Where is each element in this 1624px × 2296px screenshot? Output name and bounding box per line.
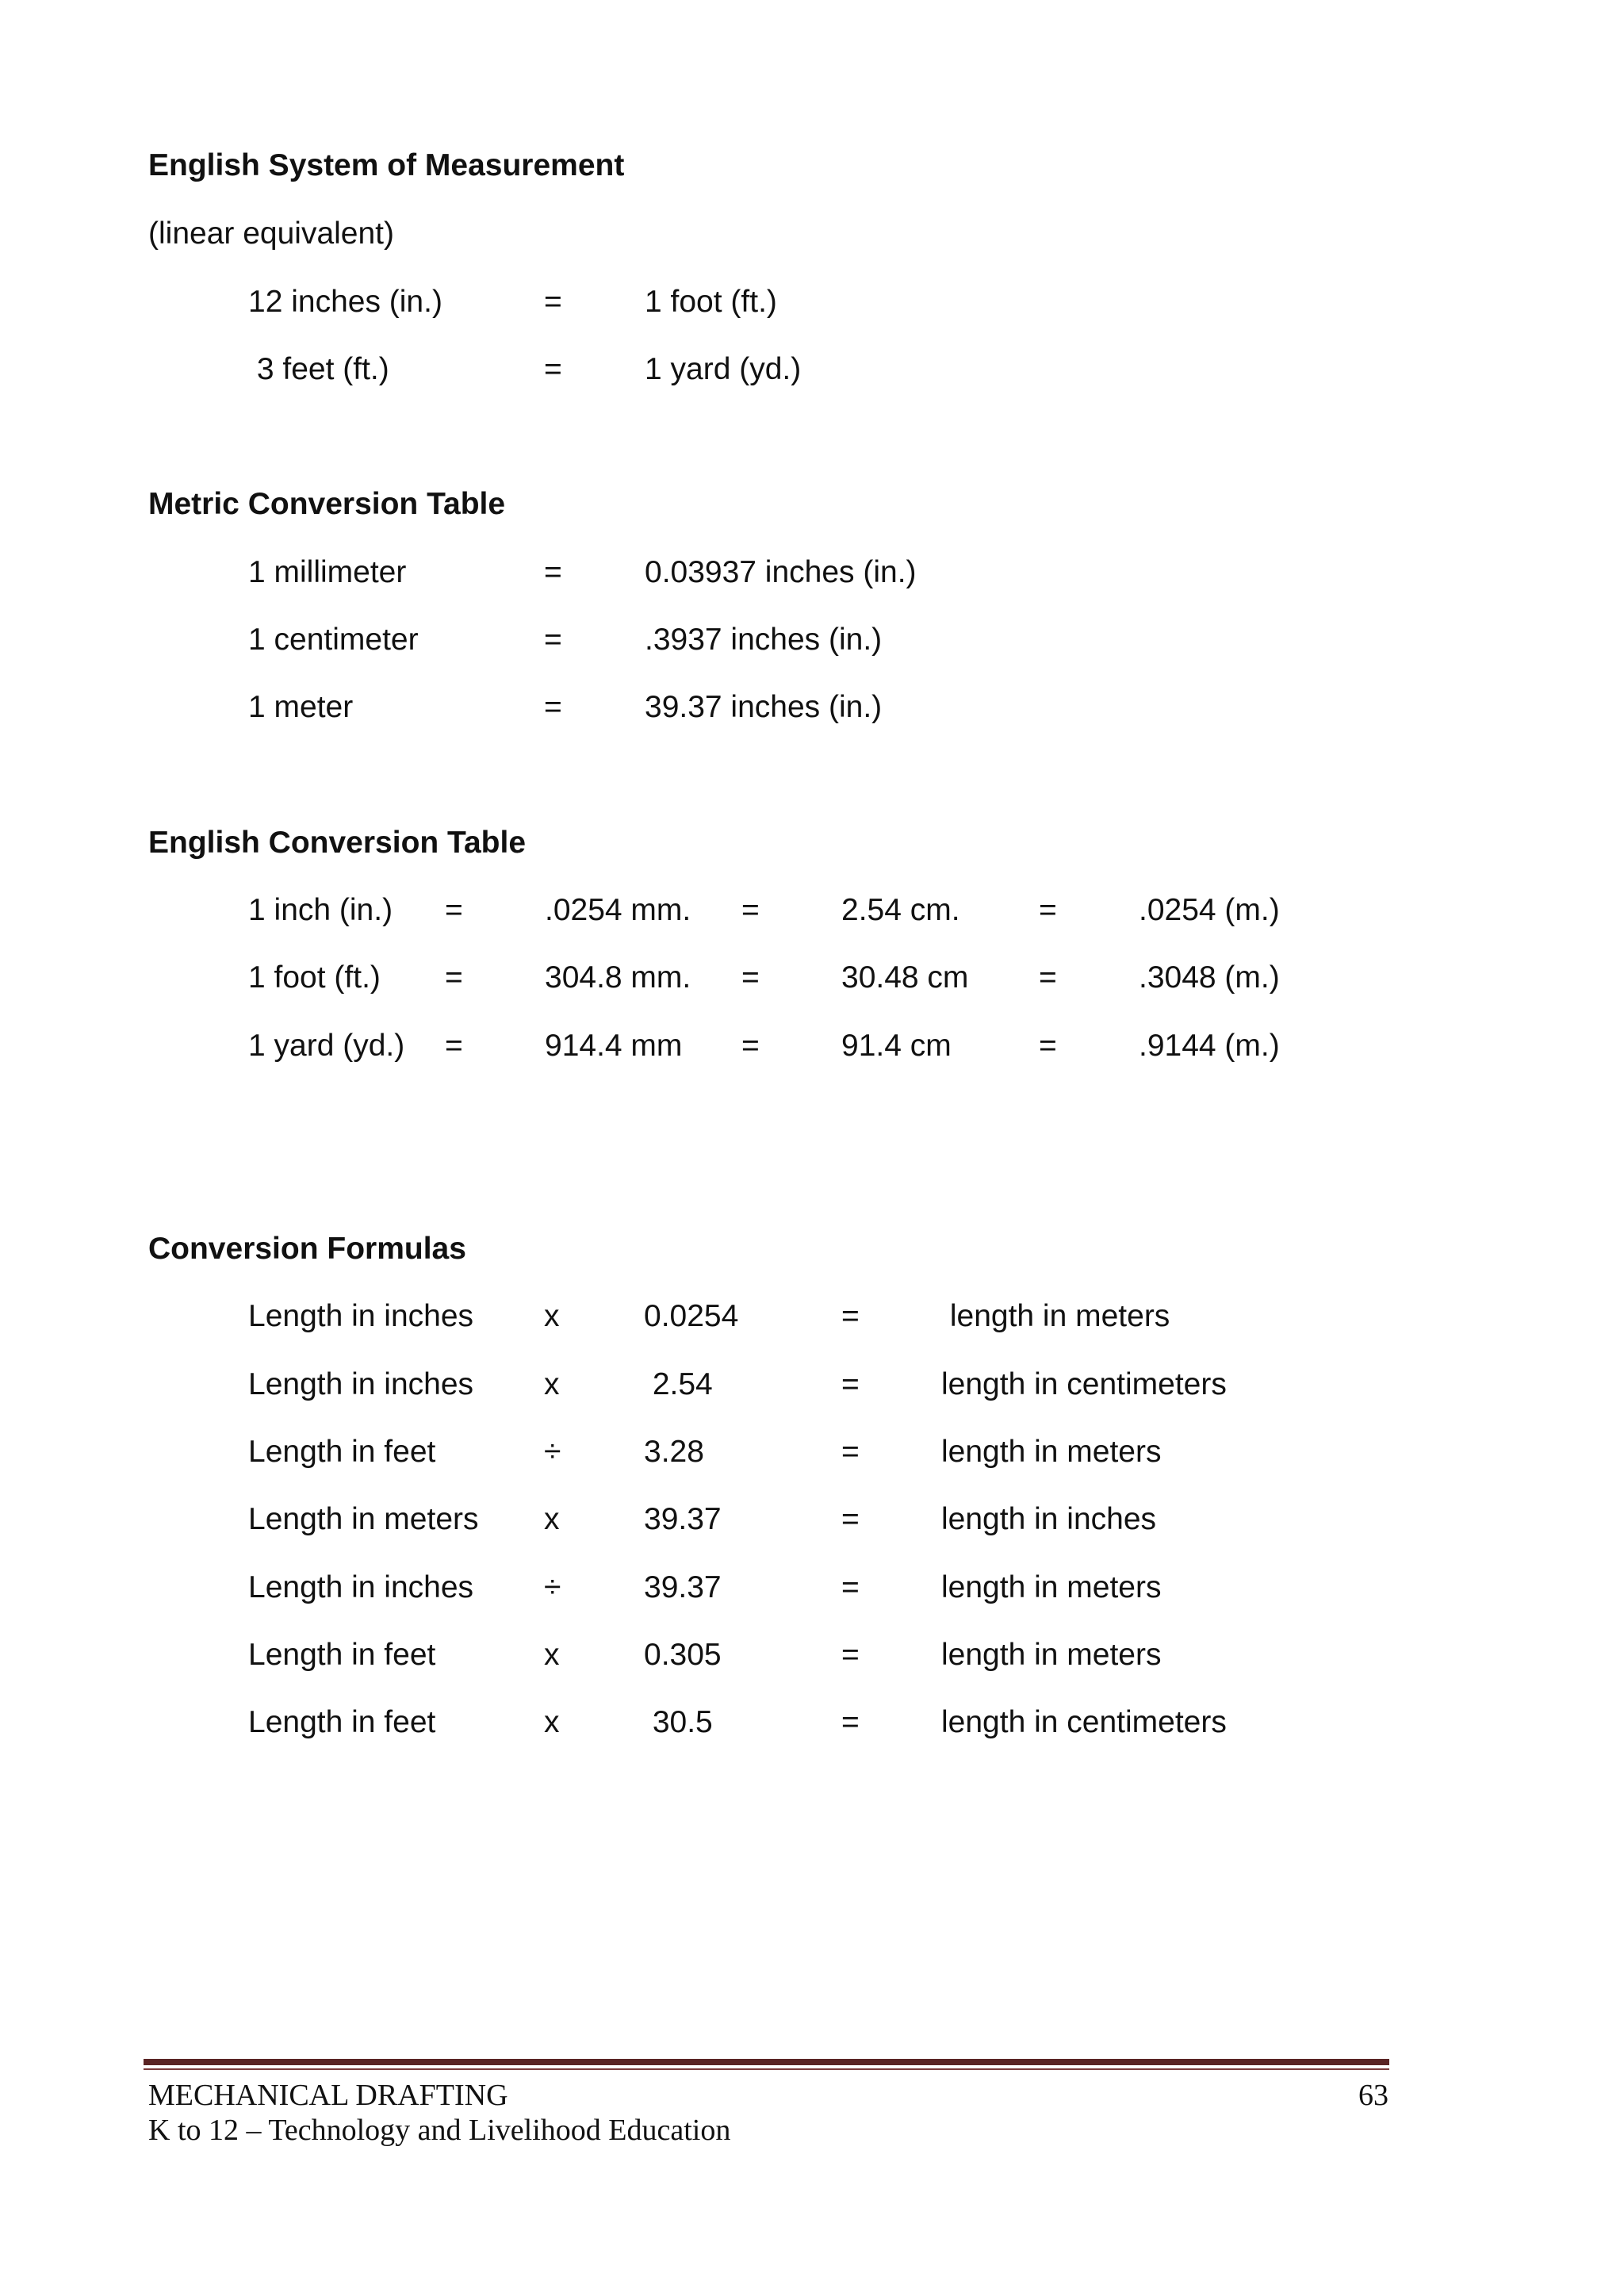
subtitle-linear-equivalent: (linear equivalent) <box>148 217 395 251</box>
footer-subject: MECHANICAL DRAFTING <box>148 2079 508 2112</box>
cell-equals: = <box>741 960 760 995</box>
row-equals: = <box>544 623 562 657</box>
cell-equals: = <box>445 960 463 995</box>
cell-cm: 2.54 cm. <box>841 893 960 927</box>
formula-operator: x <box>544 1638 560 1672</box>
row-left: 1 millimeter <box>248 555 407 589</box>
row-equals: = <box>544 352 562 386</box>
row-equals: = <box>544 690 562 724</box>
formula-equals: = <box>841 1502 860 1536</box>
formula-equals: = <box>841 1638 860 1672</box>
footer-rule-thin <box>144 2068 1389 2070</box>
formula-factor: 0.0254 <box>644 1299 739 1333</box>
formula-result: length in meters <box>941 1435 1162 1469</box>
formula-operator: x <box>544 1502 560 1536</box>
row-left: 12 inches (in.) <box>248 285 442 319</box>
cell-unit: 1 inch (in.) <box>248 893 393 927</box>
cell-m: .9144 (m.) <box>1139 1029 1280 1063</box>
formula-operator: x <box>544 1299 560 1333</box>
formula-factor: 0.305 <box>644 1638 722 1672</box>
formula-input: Length in inches <box>248 1299 474 1333</box>
cell-equals: = <box>1039 1029 1057 1063</box>
formula-operator: ÷ <box>544 1570 561 1604</box>
row-right: 39.37 inches (in.) <box>645 690 883 724</box>
cell-mm: 304.8 mm. <box>545 960 691 995</box>
cell-equals: = <box>1039 893 1057 927</box>
formula-factor: 2.54 <box>644 1367 713 1401</box>
row-right: 0.03937 inches (in.) <box>645 555 917 589</box>
cell-unit: 1 foot (ft.) <box>248 960 381 995</box>
formula-operator: ÷ <box>544 1435 561 1469</box>
cell-equals: = <box>445 893 463 927</box>
formula-equals: = <box>841 1367 860 1401</box>
cell-equals: = <box>741 1029 760 1063</box>
page-number: 63 <box>1358 2079 1388 2112</box>
cell-cm: 91.4 cm <box>841 1029 952 1063</box>
cell-m: .0254 (m.) <box>1139 893 1280 927</box>
row-equals: = <box>544 555 562 589</box>
formula-input: Length in inches <box>248 1367 474 1401</box>
formula-equals: = <box>841 1299 860 1333</box>
row-left: 1 meter <box>248 690 354 724</box>
formula-input: Length in feet <box>248 1705 436 1739</box>
formula-operator: x <box>544 1367 560 1401</box>
formula-operator: x <box>544 1705 560 1739</box>
formula-input: Length in feet <box>248 1435 436 1469</box>
cell-m: .3048 (m.) <box>1139 960 1280 995</box>
formula-result: length in meters <box>941 1570 1162 1604</box>
heading-conversion-formulas: Conversion Formulas <box>148 1232 466 1266</box>
cell-mm: .0254 mm. <box>545 893 691 927</box>
formula-result: length in centimeters <box>941 1705 1227 1739</box>
formula-factor: 3.28 <box>644 1435 704 1469</box>
formula-equals: = <box>841 1435 860 1469</box>
formula-result: length in meters <box>941 1299 1170 1333</box>
formula-input: Length in inches <box>248 1570 474 1604</box>
row-left: 3 feet (ft.) <box>248 352 389 386</box>
footer-program: K to 12 – Technology and Livelihood Education <box>148 2114 731 2147</box>
footer-rule <box>144 2059 1389 2065</box>
cell-unit: 1 yard (yd.) <box>248 1029 405 1063</box>
row-right: 1 yard (yd.) <box>645 352 802 386</box>
cell-mm: 914.4 mm <box>545 1029 683 1063</box>
row-right: 1 foot (ft.) <box>645 285 777 319</box>
formula-input: Length in feet <box>248 1638 436 1672</box>
formula-factor: 39.37 <box>644 1502 722 1536</box>
formula-result: length in inches <box>941 1502 1157 1536</box>
row-right: .3937 inches (in.) <box>645 623 883 657</box>
cell-equals: = <box>445 1029 463 1063</box>
formula-result: length in meters <box>941 1638 1162 1672</box>
cell-equals: = <box>741 893 760 927</box>
cell-cm: 30.48 cm <box>841 960 969 995</box>
formula-input: Length in meters <box>248 1502 479 1536</box>
heading-metric-table: Metric Conversion Table <box>148 487 506 521</box>
row-equals: = <box>544 285 562 319</box>
heading-english-system: English System of Measurement <box>148 148 625 182</box>
cell-equals: = <box>1039 960 1057 995</box>
formula-factor: 39.37 <box>644 1570 722 1604</box>
formula-equals: = <box>841 1705 860 1739</box>
heading-english-table: English Conversion Table <box>148 826 527 860</box>
formula-equals: = <box>841 1570 860 1604</box>
formula-factor: 30.5 <box>644 1705 713 1739</box>
formula-result: length in centimeters <box>941 1367 1227 1401</box>
row-left: 1 centimeter <box>248 623 419 657</box>
